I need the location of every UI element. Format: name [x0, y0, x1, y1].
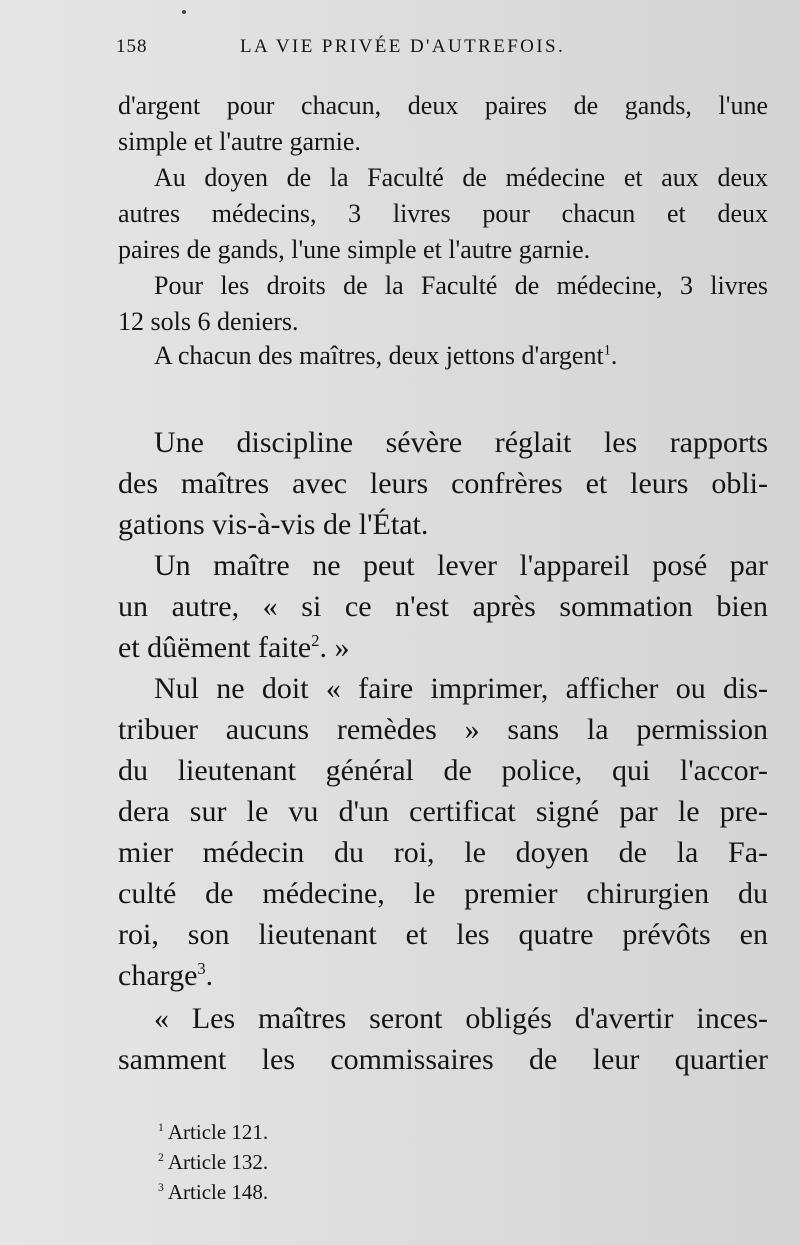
text-line: culté de médecine, le premier chirurgien du: [118, 877, 768, 910]
text-paragraph: charge$^3$.: [118, 959, 214, 992]
footnote: [158, 1120, 268, 1145]
text-line: mier médecin du roi, le doyen de la Fa-: [118, 836, 768, 869]
text-line: « Les maîtres seront obligés d'avertir inces-: [154, 1002, 768, 1035]
text-line: Pour les droits de la Faculté de médecine, 3 livres: [154, 271, 768, 300]
text-line: un autre, « si ce n'est après sommation bien: [118, 590, 768, 623]
footnote-text: Article 121.: [167, 1120, 269, 1144]
text-line: Nul ne doit « faire imprimer, afficher ou dis-: [154, 672, 768, 705]
text-line: simple et l'autre garnie.: [118, 127, 361, 156]
footnote-text: Article 148.: [167, 1180, 269, 1204]
footnote-mark: 2: [158, 1152, 164, 1164]
text-line: Une discipline sévère réglait les rapports: [154, 426, 768, 459]
text-line: 12 sols 6 deniers.: [118, 307, 299, 336]
footnote-ref: 3: [197, 959, 206, 978]
footnote: [158, 1180, 268, 1205]
text-line: paires de gands, l'une simple et l'autre garnie.: [118, 235, 591, 264]
text-line: Au doyen de la Faculté de médecine et aux deux: [154, 163, 768, 192]
text-line: roi, son lieutenant et les quatre prévôts en: [118, 918, 768, 951]
text-line: des maîtres avec leurs confrères et leurs obli-: [118, 467, 768, 500]
text-line: autres médecins, 3 livres pour chacun et deux: [118, 199, 768, 228]
text-line: tribuer aucuns remèdes » sans la permission: [118, 713, 768, 746]
footnote-mark: 3: [158, 1182, 164, 1194]
text-line: charge: [118, 959, 198, 992]
text-line: d'argent pour chacun, deux paires de gands, l'une: [118, 91, 768, 120]
text-line: dera sur le vu d'un certificat signé par le pre-: [118, 795, 768, 828]
text-line: gations vis-à-vis de l'État.: [118, 508, 429, 541]
text-line: Un maître ne peut lever l'appareil posé par: [154, 549, 768, 582]
text-line: samment les commissaires de leur quartier: [118, 1043, 768, 1076]
footnote-ref: 1: [603, 342, 611, 359]
printing-speck: [182, 10, 186, 14]
text-paragraph: et dûëment faite$^2$. »: [118, 631, 350, 664]
text-line: du lieutenant général de police, qui l'accor-: [118, 754, 768, 787]
running-title: LA VIE PRIVÉE D'AUTREFOIS.: [240, 36, 566, 57]
text-paragraph: A chacun des maîtres, deux jettons d'argent$^1$.: [154, 341, 618, 370]
footnote-mark: 1: [158, 1122, 164, 1134]
footnote: [158, 1150, 268, 1175]
page-number: 158: [116, 36, 148, 57]
footnote-text: Article 132.: [167, 1150, 269, 1174]
text-line: A chacun des maîtres, deux jettons d'argent: [154, 341, 604, 370]
page-header: [116, 36, 756, 62]
footnote-ref: 2: [311, 631, 320, 650]
text-line: et dûëment faite: [118, 631, 312, 664]
